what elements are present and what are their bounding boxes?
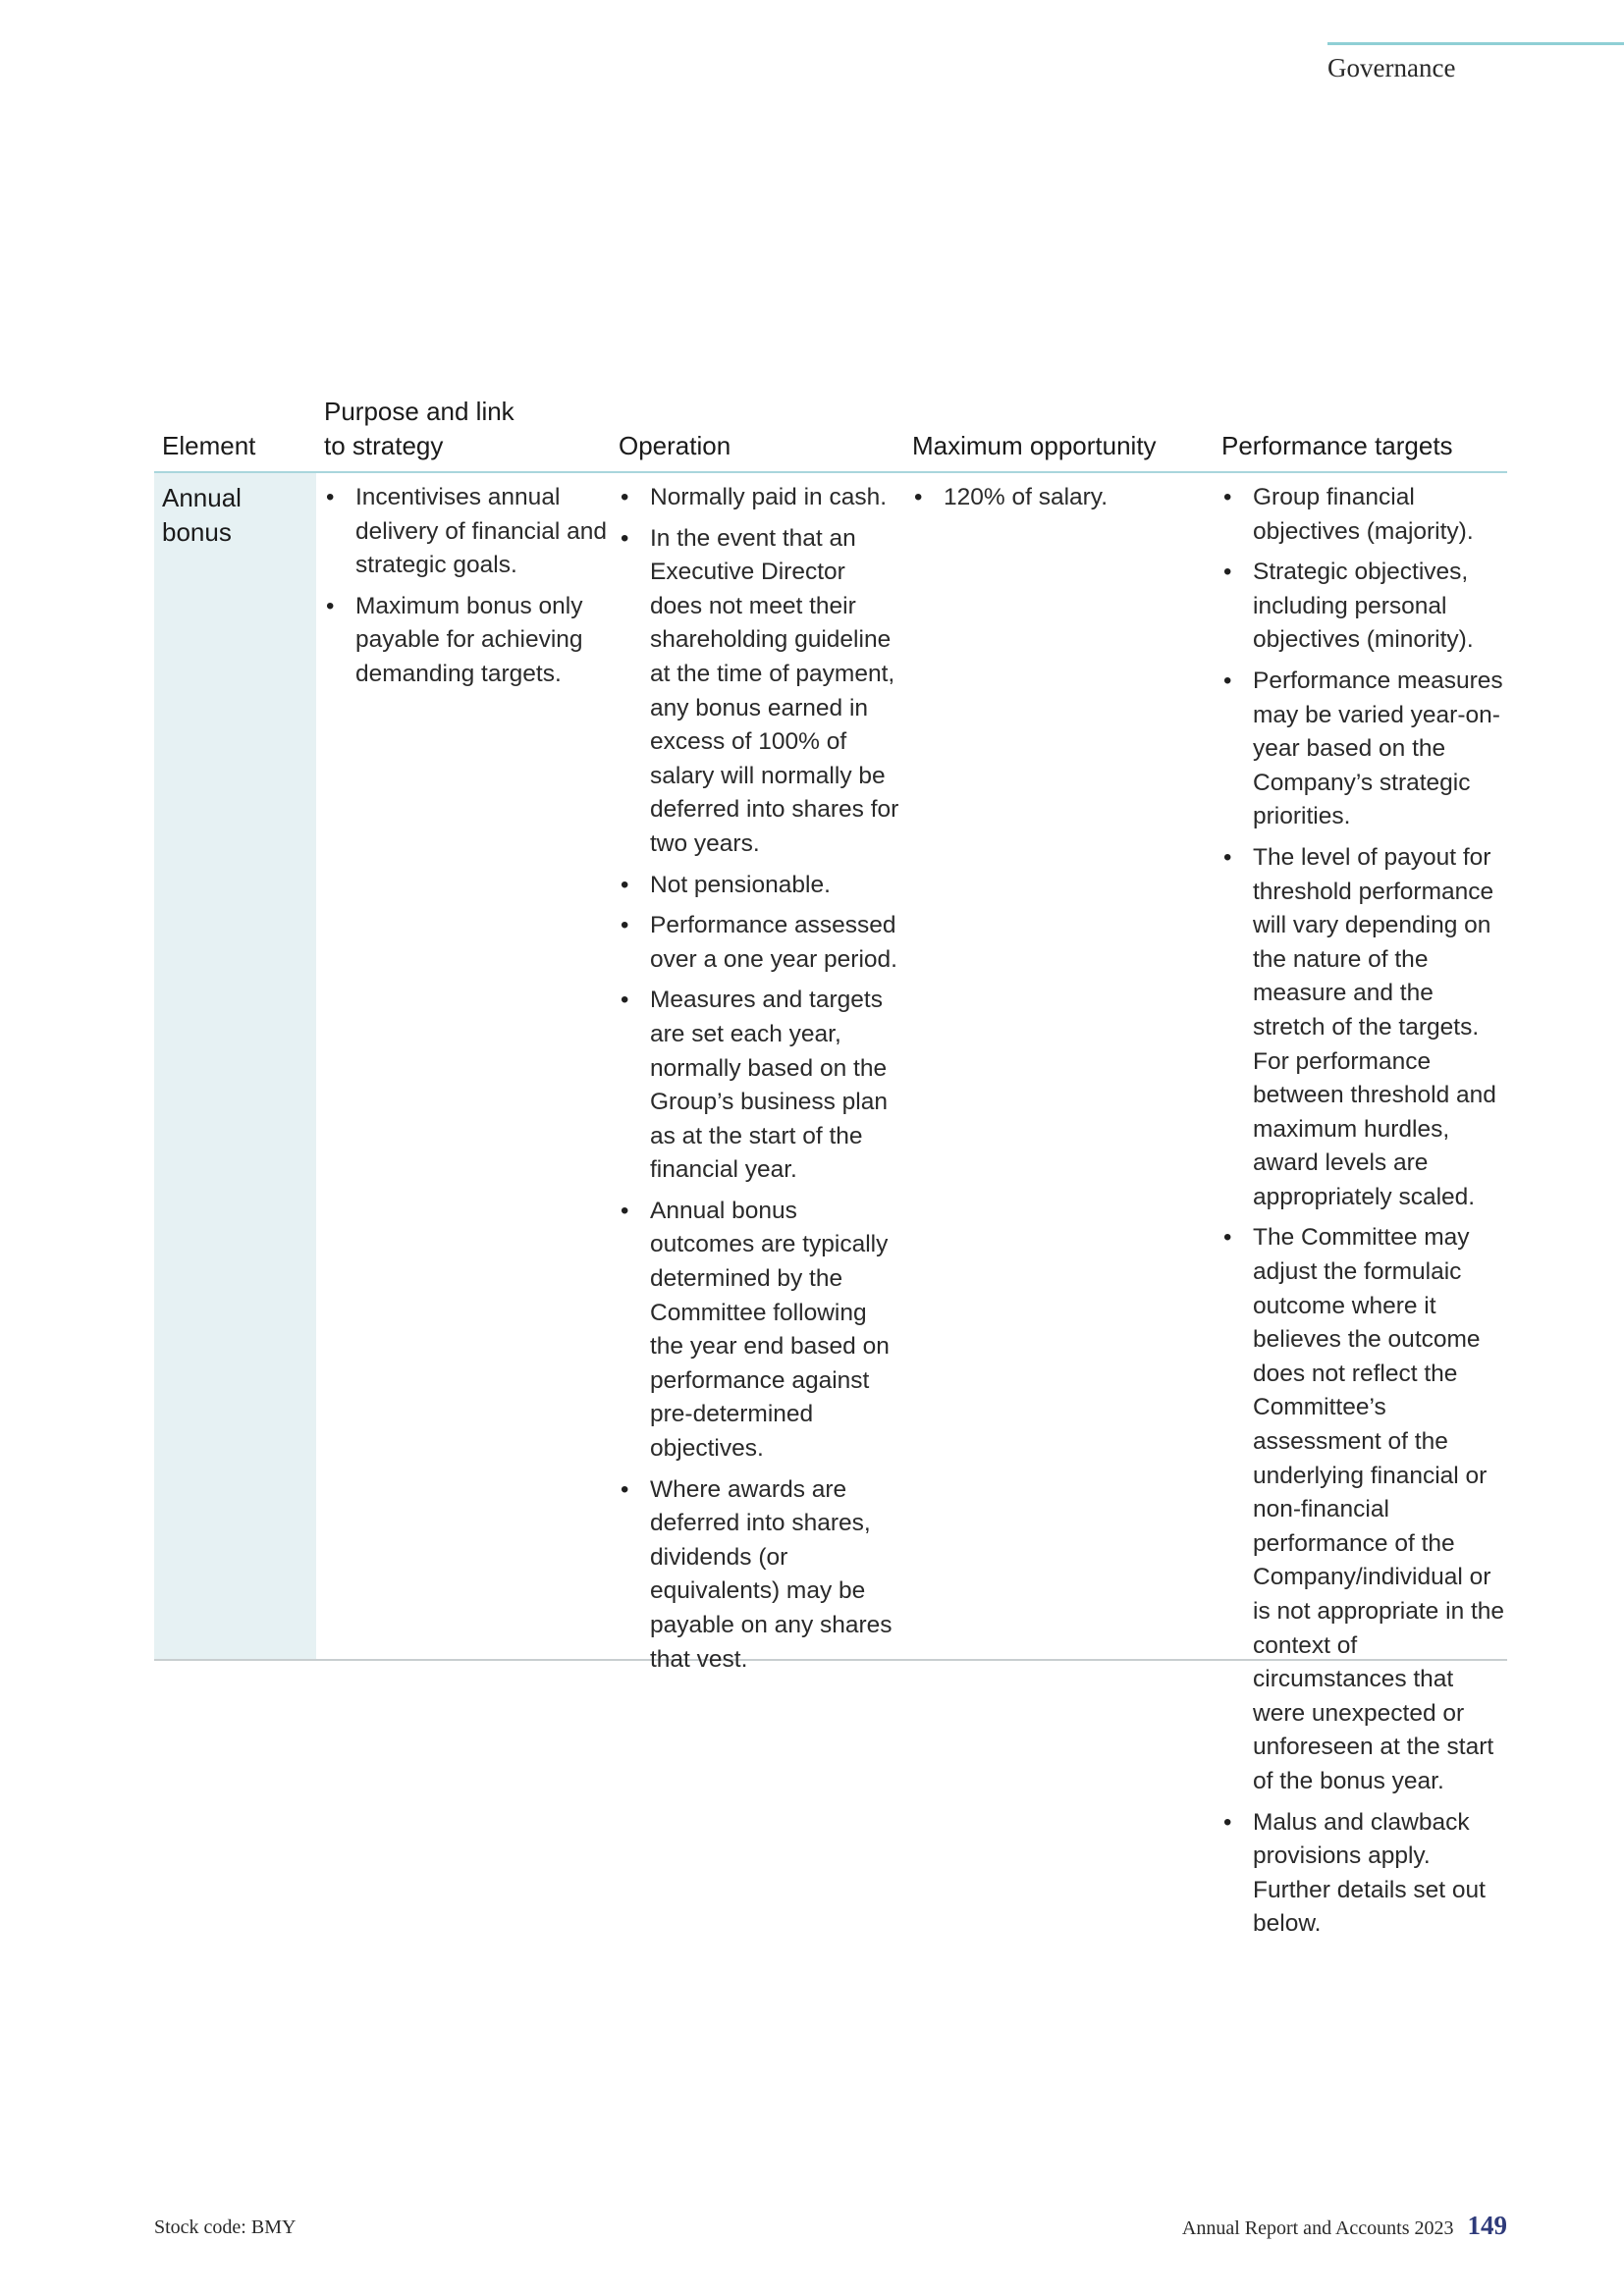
section-label: Governance (1327, 53, 1456, 82)
header-performance-targets: Performance targets (1221, 431, 1453, 460)
table-row-annual-bonus (154, 473, 1507, 1938)
footer-report-title: Annual Report and Accounts 2023 (1181, 2217, 1454, 2239)
targets-list (1221, 481, 1507, 1942)
operation-item: • In the event that an Executive Director does not meet their shareholding guideline at the time of payment, any bonus earned in excess of 100% of salary will normally be deferred into shares for two years. (619, 522, 903, 862)
page-number: 149 (1467, 2211, 1507, 2240)
header-maximum-opportunity: Maximum opportunity (912, 431, 1157, 460)
maximum-item: • 120% of salary. (912, 481, 1207, 515)
footer-report-info (1182, 2211, 1507, 2241)
top-accent-rule (1327, 42, 1624, 45)
operation-item: • Not pensionable. (619, 869, 903, 903)
footer-stock-code: Stock code: BMY (154, 2216, 297, 2238)
header-purpose (324, 395, 514, 463)
header-element: Element (162, 431, 256, 460)
remuneration-policy-table (154, 391, 1507, 1938)
targets-item: • Group financial objectives (majority). (1221, 481, 1507, 549)
table-header-row (154, 391, 1507, 473)
maximum-opportunity-cell (912, 481, 1207, 522)
targets-item: • Strategic objectives, including personal objectives (minority). (1221, 556, 1507, 658)
element-name-line1: Annual (162, 483, 242, 512)
operation-cell (619, 481, 903, 1683)
element-cell (154, 473, 316, 1659)
performance-targets-cell (1221, 481, 1507, 1949)
operation-item: • Measures and targets are set each year, normally based on the Group’s business plan as at the start of the financial year. (619, 984, 903, 1188)
header-operation: Operation (619, 431, 731, 460)
purpose-cell (324, 481, 609, 699)
maximum-list (912, 481, 1207, 515)
targets-item: • The level of payout for threshold performance will vary depending on the nature of the measure and the stretch of the targets. For performance between threshold and maximum hurdles, award levels are appropriately scaled. (1221, 841, 1507, 1215)
targets-item: • The Committee may adjust the formulaic outcome where it believes the outcome does not reflect the Committee’s assessment of the underlying financial or non-financial performance of the Company/individual or is not appropriate in the context of circumstances that were unexpected or unforeseen at the start of the bonus year. (1221, 1221, 1507, 1798)
element-name (162, 481, 309, 550)
header-purpose-line1: Purpose and link (324, 397, 514, 426)
purpose-list (324, 481, 609, 692)
purpose-item: • Incentivises annual delivery of financial and strategic goals. (324, 481, 609, 583)
operation-item: • Annual bonus outcomes are typically determined by the Committee following the year end based on performance against pre-determined objectives. (619, 1195, 903, 1467)
operation-item: • Performance assessed over a one year period. (619, 909, 903, 977)
operation-item: • Normally paid in cash. (619, 481, 903, 515)
operation-list (619, 481, 903, 1677)
operation-item: • Where awards are deferred into shares, dividends (or equivalents) may be payable on any shares that vest. (619, 1473, 903, 1678)
targets-item: • Performance measures may be varied year-on-year based on the Company’s strategic priorities. (1221, 665, 1507, 834)
element-name-line2: bonus (162, 517, 232, 547)
targets-item: • Malus and clawback provisions apply. Further details set out below. (1221, 1806, 1507, 1942)
header-purpose-line2: to strategy (324, 431, 444, 460)
purpose-item: • Maximum bonus only payable for achieving demanding targets. (324, 590, 609, 692)
